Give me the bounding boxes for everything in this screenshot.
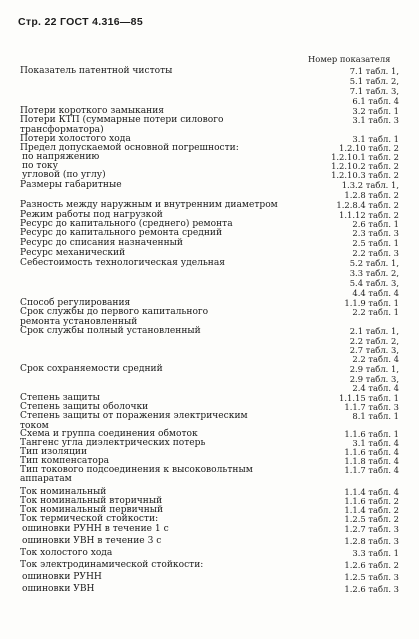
entry-label: Себестоимость технологическая удельная — [20, 258, 226, 268]
entry-label: Показатель патентной чистоты — [20, 66, 173, 76]
entry-reference: 1.2.7 табл. 3 — [344, 524, 399, 534]
entry-label: Тангенс угла диэлектрических потерь — [20, 438, 206, 448]
entry-reference: 1.2.10.1 табл. 2 — [331, 152, 399, 162]
entry-label: Срок сохраняемости средний — [20, 364, 163, 374]
entry-reference: 1.2.5 табл. 2 — [344, 514, 399, 524]
entry-label: Ток электродинамической стойкости: — [20, 560, 204, 570]
entry-reference: 2.6 табл. 1 — [352, 219, 399, 229]
entry-reference: 1.2.8.4 табл. 2 — [336, 200, 399, 210]
entry-reference: 1.1.7 табл. 4 — [344, 465, 399, 475]
entry-label: Ресурс механический — [20, 248, 126, 258]
entry-reference: 5.1 табл. 2, — [349, 76, 399, 86]
entry-label: Степень защиты оболочки — [20, 402, 149, 412]
entry-reference: 2.5 табл. 1 — [352, 238, 399, 248]
entry-reference: 1.2.10 табл. 2 — [339, 143, 399, 153]
entry-label: Степень защиты от поражения электрическим — [20, 411, 248, 421]
entry-reference: 1.2.6 табл. 3 — [344, 584, 399, 594]
entry-reference: 7.1 табл. 3, — [349, 86, 399, 96]
entry-label: ошиновки РУНН — [22, 572, 102, 582]
entry-reference: 1.1.6 табл. 4 — [344, 447, 399, 457]
index-entry — [0, 524, 419, 536]
entry-label: Ресурс до капитального ремонта средний — [20, 228, 223, 238]
entry-label: Потери короткого замыкания — [20, 106, 165, 116]
entry-reference: 1.1.4 табл. 2 — [344, 505, 399, 515]
entry-label: аппаратам — [20, 474, 72, 484]
entry-label: Ток термической стойкости: — [20, 514, 159, 524]
entry-reference: 1.1.15 табл. 1 — [339, 393, 399, 403]
entry-reference: 1.3.2 табл. 1, — [341, 180, 399, 190]
entry-label: ошиновки УВН — [22, 584, 95, 594]
entry-label: Срок службы полный установленный — [20, 326, 201, 336]
entry-label: Предел допускаемой основной погрешности: — [20, 143, 239, 153]
entry-reference: 1.1.9 табл. 1 — [344, 298, 399, 308]
entry-reference: 3.3 табл. 1 — [352, 548, 399, 558]
entry-label: Ток номинальный вторичный — [20, 496, 163, 506]
entry-reference: 2.9 табл. 3, — [349, 374, 399, 384]
entry-label: током — [20, 421, 49, 431]
entry-reference: 1.2.8 табл. 2 — [344, 190, 399, 200]
entry-reference: 3.1 табл. 3 — [352, 115, 399, 125]
entry-label: Тип токового подсоединения к высоковольтным — [20, 465, 253, 475]
entry-reference: 3.1 табл. 4 — [352, 438, 399, 448]
entry-label: ошиновки РУНН в течение 1 с — [22, 524, 169, 534]
index-entry — [0, 548, 419, 560]
entry-reference: 3.2 табл. 1 — [352, 106, 399, 116]
entry-reference: 8.1 табл. 1 — [352, 411, 399, 421]
entry-label: по току — [22, 161, 58, 171]
entry-label: Тип изоляции — [20, 447, 88, 457]
entry-label: угловой (по углу) — [22, 170, 106, 180]
entry-reference: 1.2.8 табл. 3 — [344, 536, 399, 546]
entry-reference: 1.1.7 табл. 3 — [344, 402, 399, 412]
entry-reference: 2.2 табл. 1 — [352, 307, 399, 317]
entry-label: трансформатора) — [20, 125, 104, 135]
entry-reference: 7.1 табл. 1, — [349, 66, 399, 76]
entry-reference: 2.1 табл. 1, — [349, 326, 399, 336]
entry-label: Ток номинальный — [20, 487, 107, 497]
entry-reference: 6.1 табл. 4 — [352, 96, 399, 106]
entry-reference: 1.1.12 табл. 2 — [339, 210, 399, 220]
entry-label: Ресурс до капитального (среднего) ремонта — [20, 219, 233, 229]
index-entry — [0, 536, 419, 548]
entry-reference: 2.9 табл. 1, — [349, 364, 399, 374]
entry-reference: 1.2.6 табл. 2 — [344, 560, 399, 570]
entry-reference: 2.7 табл. 3, — [349, 345, 399, 355]
entry-reference: 1.1.8 табл. 4 — [344, 456, 399, 466]
index-entry — [0, 572, 419, 584]
entry-label: ошиновки УВН в течение 3 с — [22, 536, 162, 546]
entry-reference: 5.2 табл. 1, — [349, 258, 399, 268]
entry-reference: 1.1.4 табл. 4 — [344, 487, 399, 497]
entry-reference: 2.4 табл. 4 — [352, 383, 399, 393]
index-entry — [0, 584, 419, 596]
entry-reference: 1.2.10.3 табл. 2 — [331, 170, 399, 180]
entry-reference: 5.4 табл. 3, — [349, 278, 399, 288]
entry-reference: 2.2 табл. 3 — [352, 248, 399, 258]
entry-label: Ток холостого хода — [20, 548, 113, 558]
entry-reference: 2.3 табл. 3 — [352, 228, 399, 238]
index-entry — [0, 474, 419, 486]
entry-label: Потери холостого хода — [20, 134, 131, 144]
index-entry — [0, 560, 419, 572]
entry-label: Тип компенсатора — [20, 456, 110, 466]
entry-reference: 1.1.6 табл. 2 — [344, 496, 399, 506]
entry-label: Ток номинальный первичный — [20, 505, 164, 515]
entry-label: Срок службы до первого капитального — [20, 307, 209, 317]
entry-label: Степень защиты — [20, 393, 100, 403]
entry-label: Разность между наружным и внутренним диаметром — [20, 200, 278, 210]
entry-label: Способ регулирования — [20, 298, 131, 308]
entry-reference: 1.2.10.2 табл. 2 — [331, 161, 399, 171]
entry-label: Ресурс до списания назначенный — [20, 238, 183, 248]
page-header: Стр. 22 ГОСТ 4.316—85 — [18, 16, 143, 28]
entry-label: Схема и группа соединения обмоток — [20, 429, 198, 439]
entry-reference: 1.1.6 табл. 1 — [344, 429, 399, 439]
entry-label: Режим работы под нагрузкой — [20, 210, 163, 220]
entry-label: Размеры габаритные — [20, 180, 122, 190]
entry-label: Потери КТП (суммарные потери силового — [20, 115, 224, 125]
entry-reference: 2.2 табл. 4 — [352, 354, 399, 364]
entry-reference: 4.4 табл. 4 — [352, 288, 399, 298]
entry-reference: 3.1 табл. 1 — [352, 134, 399, 144]
entry-reference: 2.2 табл. 2, — [349, 336, 399, 346]
entry-reference: 3.3 табл. 2, — [349, 268, 399, 278]
entry-reference: 1.2.5 табл. 3 — [344, 572, 399, 582]
entry-label: по напряжению — [22, 152, 100, 162]
column-header: Номер показателя — [308, 54, 391, 64]
entry-label: ремонта установленный — [20, 317, 138, 327]
